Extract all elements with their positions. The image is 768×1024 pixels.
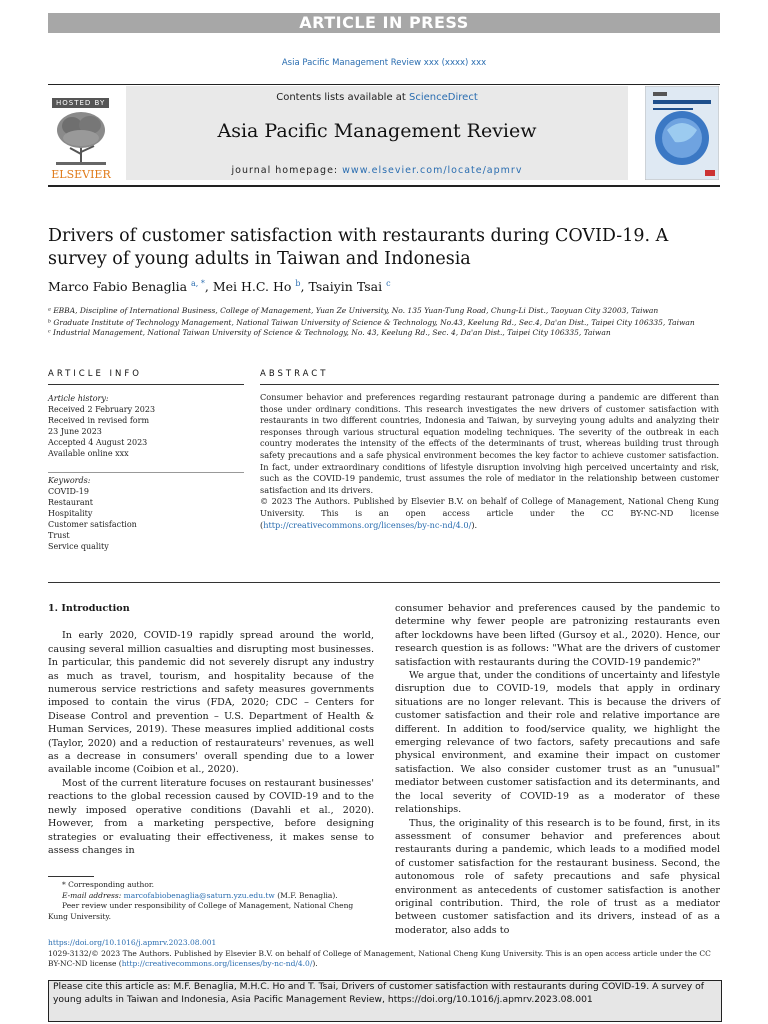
- keywords: Keywords: COVID-19 Restaurant Hospitality Customer satisfaction Trust Service quality: [48, 476, 137, 551]
- journal-homepage: journal homepage: www.elsevier.com/locate/apmrv: [231, 165, 523, 176]
- affiliation-b: ᵇ Graduate Institute of Technology Management, National Taiwan University of Science & Technology, No.43, Keelung Rd., Sec.4, Da'an Dist., Taipei City 106335, Taiwan: [48, 318, 695, 327]
- keyword: Hospitality: [48, 509, 93, 518]
- keyword: Customer satisfaction: [48, 520, 137, 529]
- corresponding-author-note: * Corresponding author.: [62, 880, 155, 889]
- contents-line: Contents lists available at ScienceDirect: [276, 92, 478, 103]
- rights-statement: 1029-3132/© 2023 The Authors. Published by Elsevier B.V. on behalf of College of Management, National Cheng Kung University. This is an open access article under the CC BY-NC-ND license (http://creativecommons.org/licenses/by-nc-nd/4.0/).: [48, 948, 711, 969]
- keyword: Restaurant: [48, 498, 93, 507]
- body-paragraph: consumer behavior and preferences caused by the pandemic to determine why fewer people are patronizing restaurants even after lockdowns have been lifted (Gursoy et al., 2020). Hence, our research question is as follows: "What are the drivers of customer satisfaction with restaurants during the COVID-19 pandemic?": [395, 603, 720, 668]
- svg-text:ELSEVIER: ELSEVIER: [51, 168, 111, 180]
- sciencedirect-link[interactable]: ScienceDirect: [409, 92, 478, 103]
- body-left-column: [48, 602, 374, 857]
- author-name: Tsaiyin Tsai: [308, 279, 383, 295]
- article-info-heading: ARTICLE INFO: [48, 369, 142, 379]
- history-entry: Received in revised form: [48, 416, 150, 425]
- author-affiliation-mark[interactable]: b: [295, 279, 301, 288]
- homepage-link[interactable]: www.elsevier.com/locate/apmrv: [342, 165, 523, 176]
- author-affiliation-mark[interactable]: c: [386, 279, 391, 288]
- doi-link[interactable]: https://doi.org/10.1016/j.apmrv.2023.08.001: [48, 938, 217, 947]
- footnote-rule: [48, 876, 94, 877]
- abstract-rule: [260, 384, 719, 385]
- abstract-text: Consumer behavior and preferences regarding restaurant patronage during a pandemic are different than those under ordinary conditions. This research investigates the new drivers of customer satisfaction with restaurants in two different countries, Indonesia and Taiwan, by surveying young adults and analyzing their responses through various structural equation modeling techniques. The severity of the outbreak in each country moderates the intensity of the effects of the determinants of trust, whereas building trust through safety precautions and a safe physical environment becomes the key factor to achieve customer satisfaction. In fact, under extraordinary conditions of lifestyle disruption involving high perceived uncertainty and risk, such as the COVID-19 pandemic, trust assumes the role of mediator in the relationship between customer satisfaction and its drivers.: [260, 392, 719, 495]
- keyword: COVID-19: [48, 487, 89, 496]
- footnotes: [48, 880, 374, 922]
- author-email-link[interactable]: marcofabiobenaglia@saturn.yzu.edu.tw: [123, 890, 275, 900]
- hosted-by-label: HOSTED BY: [52, 98, 109, 108]
- publication-meta: [48, 938, 720, 970]
- journal-masthead: [126, 86, 628, 180]
- journal-cover-image: [645, 86, 719, 180]
- front-matter-rule: [48, 582, 720, 583]
- article-info-rule: [48, 384, 244, 385]
- elsevier-tree-logo: [50, 108, 112, 180]
- article-history: Article history: Received 2 February 2023 Received in revised form 23 June 2023 Accepted 4 August 2023 Available online xxx: [48, 394, 156, 458]
- author-name: Marco Fabio Benaglia: [48, 279, 188, 295]
- body-paragraph: We argue that, under the conditions of uncertainty and lifestyle disruption due to COVID-19, models that apply in ordinary situations are no longer relevant. This is because the drivers of customer satisfaction and their role and relative importance are different. In addition to food/service quality, we highlight the emerging relevance of two factors, safety precautions and safe physical environment, and examine their impact on customer satisfaction. We also consider customer trust as an "unusual" mediator between customer satisfaction and its determinants, and the local severity of COVID-19 as a moderator of these relationships.: [395, 670, 720, 816]
- body-paragraph: Most of the current literature focuses on restaurant businesses' reactions to the global recession caused by COVID-19 and to the newly imposed operative conditions (Davahli et al., 2020). However, from a marketing perspective, before designing strategies or evaluating their effectiveness, it makes sense to assess changes in: [48, 777, 374, 856]
- section-heading-introduction: 1. Introduction: [48, 603, 130, 614]
- abstract-body: [260, 392, 719, 531]
- abstract-copyright: © 2023 The Authors. Published by Elsevier B.V. on behalf of College of Management, National Cheng Kung University. This is an open access article under the CC BY-NC-ND license (http://creativecommons.org/licenses/by-nc-nd/4.0/).: [260, 496, 719, 530]
- abstract-heading: ABSTRACT: [260, 369, 329, 379]
- history-entry: Accepted 4 August 2023: [48, 438, 148, 447]
- history-entry: 23 June 2023: [48, 427, 102, 436]
- body-paragraph: In early 2020, COVID-19 rapidly spread around the world, causing several million casualties and disrupting most businesses. In particular, this pandemic did not severely disrupt any industry as much as travel, tourism, and hospitality because of the numerous service restrictions and safety measures governments imposed to contain the virus (FDA, 2020; CDC – Centers for Disease Control and prevention – U.S. Department of Health & Human Services, 2019). These measures implied additional costs (Taylor, 2020) and a reduction of restaurateurs' revenues, as well as a decrease in consumers' overall spending due to a lower available income (Coibion et al., 2020).: [48, 630, 374, 776]
- author-affiliation-mark[interactable]: a, *: [191, 279, 205, 288]
- body-right-column: [395, 602, 720, 937]
- peer-review-note: Peer review under responsibility of College of Management, National Cheng Kung University.: [48, 901, 354, 921]
- body-paragraph: Thus, the originality of this research is to be found, first, in its assessment of consumer behavior and preferences about restaurants during a pandemic, which leads to a modified model of customer satisfaction for the restaurant business. Second, the autonomous role of safety precautions and safe physical environment as antecedents of customer satisfaction is another original contribution. Third, the role of trust as a mediator between customer satisfaction and its drivers, instead of as a moderator, also adds to: [395, 817, 720, 936]
- journal-reference[interactable]: Asia Pacific Management Review xxx (xxxx) xxx: [281, 58, 487, 68]
- email-note: E-mail address: marcofabiobenaglia@saturn.yzu.edu.tw (M.F. Benaglia).: [62, 890, 338, 900]
- header-rule-top: [48, 84, 720, 85]
- affiliation-c: ᶜ Industrial Management, National Taiwan University of Science & Technology, No. 43, Keelung Rd., Sec. 4, Da'an Dist., Taipei City 106335, Taiwan: [48, 328, 611, 337]
- article-title: Drivers of customer satisfaction with restaurants during COVID-19. A survey of young adults in Taiwan and Indonesia: [48, 226, 669, 269]
- author-name: Mei H.C. Ho: [212, 279, 292, 295]
- rights-license-link[interactable]: http://creativecommons.org/licenses/by-nc-nd/4.0/: [121, 959, 313, 969]
- affiliation-a: ᵃ EBBA, Discipline of International Business, College of Management, Yuan Ze University, No. 135 Yuan-Tung Road, Chung-Li Dist., Taoyuan City 32003, Taiwan: [48, 306, 659, 315]
- author-list: Marco Fabio Benaglia $^{a, *}$, Mei H.C. Ho $^b$, Tsaiyin Tsai $^c$: [48, 279, 391, 295]
- citation-box: Please cite this article as: M.F. Benaglia, M.H.C. Ho and T. Tsai, Drivers of customer satisfaction with restaurants during COVID-19. A survey of young adults in Taiwan and Indonesia, Asia Pacific Management Review, https://doi.org/10.1016/j.apmrv.2023.08.001: [48, 980, 722, 1022]
- article-in-press-banner: ARTICLE IN PRESS: [48, 13, 720, 33]
- keywords-rule: [48, 472, 244, 473]
- history-entry: Received 2 February 2023: [48, 405, 156, 414]
- history-entry: Available online xxx: [48, 449, 129, 458]
- keyword: Service quality: [48, 542, 109, 551]
- header-rule-bottom: [48, 185, 720, 187]
- journal-title: Asia Pacific Management Review: [217, 120, 537, 142]
- license-link[interactable]: http://creativecommons.org/licenses/by-nc-nd/4.0/: [263, 519, 472, 530]
- keyword: Trust: [48, 531, 70, 540]
